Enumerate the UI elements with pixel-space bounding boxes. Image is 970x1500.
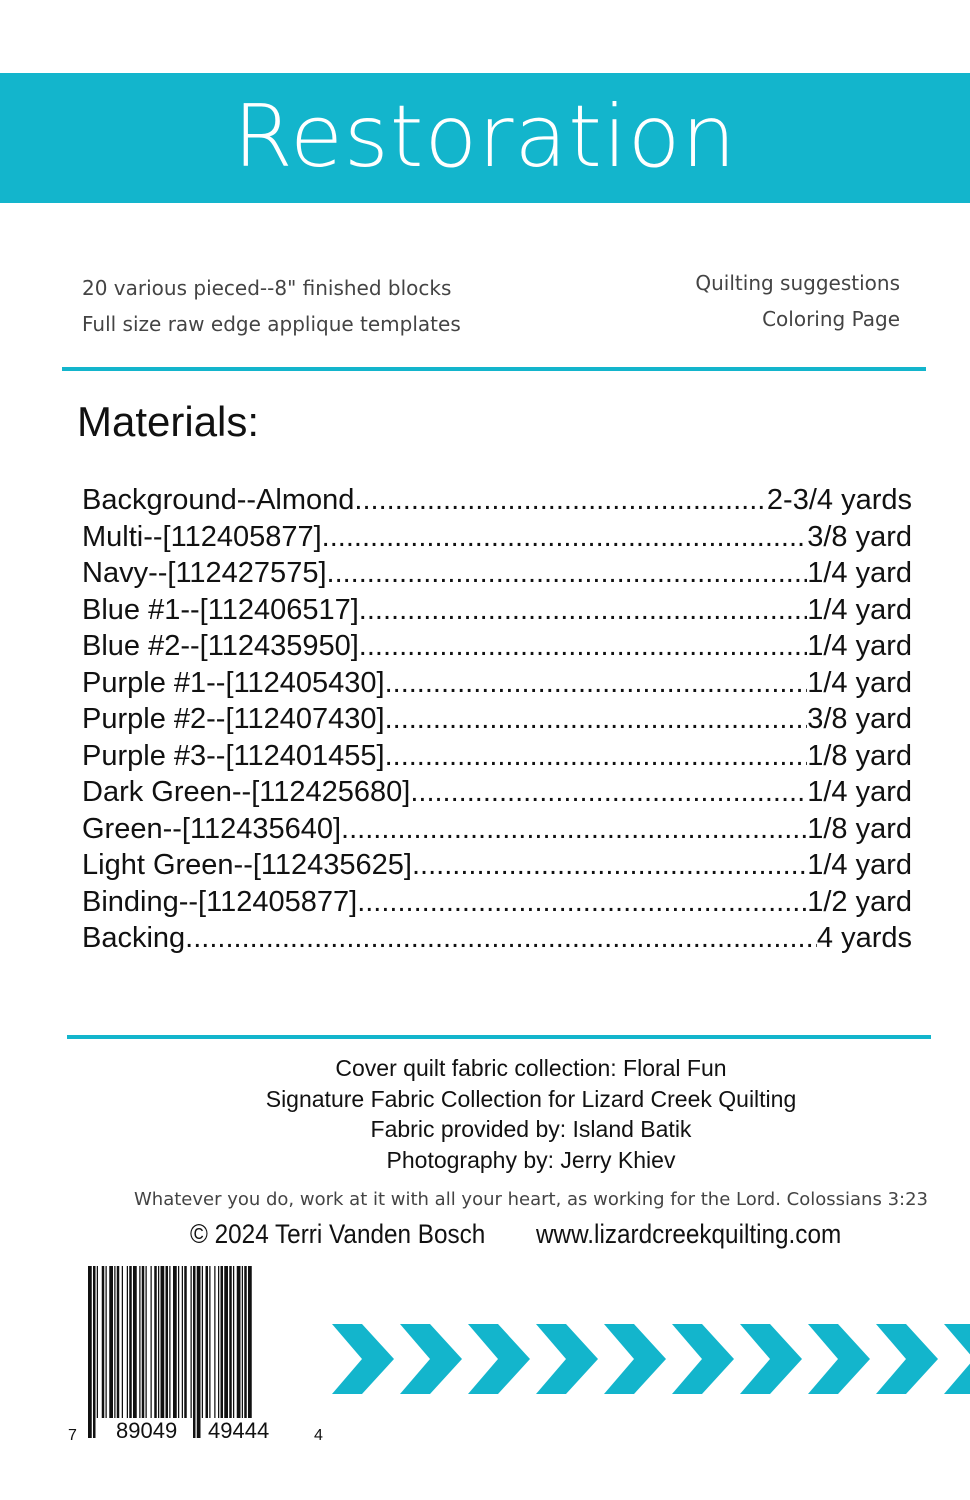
barcode xyxy=(64,1262,328,1448)
barcode-bar xyxy=(182,1266,183,1418)
material-name: Green--[112435640] xyxy=(82,812,342,845)
material-row xyxy=(82,628,912,665)
barcode-bar xyxy=(209,1266,210,1418)
material-amount: 2-3/4 yards xyxy=(766,484,912,516)
barcode-bar xyxy=(237,1266,241,1418)
chevron-right-icon xyxy=(332,1324,394,1394)
material-row xyxy=(82,555,912,592)
dot-leader xyxy=(322,519,808,556)
barcode-bar xyxy=(218,1266,219,1418)
barcode-bar xyxy=(161,1266,165,1418)
chevron-right-icon xyxy=(672,1324,734,1394)
material-name: Background--Almond xyxy=(82,484,355,516)
material-row xyxy=(82,482,912,519)
barcode-bar xyxy=(142,1266,145,1418)
dot-leader xyxy=(412,847,807,884)
material-amount: 3/8 yard xyxy=(807,703,912,735)
chevron-right-icon xyxy=(740,1324,802,1394)
barcode-bar xyxy=(127,1266,128,1418)
chevron-arrows xyxy=(330,1322,970,1396)
chevron-right-icon xyxy=(604,1324,666,1394)
credit-signature: Signature Fabric Collection for Lizard Creek Quilting xyxy=(265,1085,797,1112)
material-row xyxy=(82,884,912,921)
barcode-bar xyxy=(197,1266,201,1438)
materials-list xyxy=(82,482,912,957)
barcode-bar xyxy=(122,1266,123,1418)
material-name: Blue #2--[112435950] xyxy=(82,630,359,662)
barcode-bar xyxy=(146,1266,147,1418)
barcode-bar xyxy=(133,1266,137,1418)
barcode-bar xyxy=(191,1266,192,1418)
material-amount: 1/4 yard xyxy=(807,776,912,808)
chevron-right-icon xyxy=(400,1324,462,1394)
barcode-bar xyxy=(106,1266,107,1418)
material-name: Multi--[112405877] xyxy=(82,520,322,553)
barcode-bar xyxy=(88,1266,92,1438)
material-row xyxy=(82,811,912,848)
dot-leader xyxy=(354,482,767,519)
material-amount: 1/8 yard xyxy=(807,739,912,772)
material-amount: 4 yards xyxy=(816,922,912,954)
material-row xyxy=(82,774,912,811)
material-amount: 1/8 yard xyxy=(807,812,912,845)
material-amount: 1/2 yard xyxy=(807,885,912,918)
title-banner xyxy=(0,73,970,203)
barcode-bar xyxy=(202,1266,203,1418)
barcode-left-digits: 89049 xyxy=(116,1418,178,1443)
chevron-right-icon xyxy=(808,1324,870,1394)
material-name: Purple #3--[112401455] xyxy=(82,739,385,772)
dot-leader xyxy=(385,738,808,775)
material-name: Binding--[112405877] xyxy=(82,885,358,918)
barcode-lead-digit: 7 xyxy=(68,1427,77,1444)
chevron-right-icon xyxy=(944,1324,970,1394)
chevron-right-icon xyxy=(536,1324,598,1394)
bible-verse: Whatever you do, work at it with all your heart, as working for the Lord. Colossians 3:23 xyxy=(133,1189,928,1210)
material-row xyxy=(82,701,912,738)
material-amount: 1/4 yard xyxy=(807,666,912,699)
material-name: Purple #2--[112407430] xyxy=(82,703,385,735)
barcode-bar xyxy=(114,1266,115,1418)
website-link[interactable]: www.lizardcreekquilting.com xyxy=(536,1219,842,1249)
feature-quilting: Quilting suggestions xyxy=(695,271,900,295)
material-amount: 3/8 yard xyxy=(807,520,912,553)
barcode-bar xyxy=(248,1266,252,1418)
dot-leader xyxy=(357,884,807,921)
barcode-right-digits: 49444 xyxy=(208,1418,270,1443)
dot-leader xyxy=(359,628,807,665)
material-row xyxy=(82,738,912,775)
material-row xyxy=(82,920,912,957)
copyright: © 2024 Terri Vanden Bosch xyxy=(190,1219,486,1249)
material-name: Dark Green--[112425680] xyxy=(82,776,411,808)
credit-fabric: Fabric provided by: Island Batik xyxy=(370,1116,692,1142)
material-name: Blue #1--[112406517] xyxy=(82,593,359,626)
page-title: Restoration xyxy=(233,87,737,187)
barcode-bar xyxy=(221,1266,224,1418)
dot-leader xyxy=(185,920,817,957)
material-name: Light Green--[112435625] xyxy=(82,849,412,881)
barcode-bar xyxy=(214,1266,215,1418)
barcode-bar xyxy=(206,1266,209,1418)
materials-heading: Materials: xyxy=(77,398,260,445)
barcode-bar xyxy=(129,1266,132,1418)
barcode-bar xyxy=(193,1266,196,1438)
barcode-bar xyxy=(166,1266,169,1418)
dot-leader xyxy=(410,774,807,811)
material-row xyxy=(82,519,912,556)
barcode-bar xyxy=(151,1266,152,1418)
barcode-bar xyxy=(178,1266,179,1418)
barcode-bar xyxy=(93,1266,96,1438)
barcode-bars xyxy=(88,1266,252,1438)
barcode-bar xyxy=(158,1266,159,1418)
barcode-bar xyxy=(117,1266,120,1418)
barcode-bar xyxy=(244,1266,247,1418)
credit-collection: Cover quilt fabric collection: Floral Fun xyxy=(335,1055,727,1081)
material-amount: 1/4 yard xyxy=(807,557,912,589)
material-row xyxy=(82,665,912,702)
barcode-bar xyxy=(139,1266,140,1418)
barcode-bar xyxy=(97,1266,98,1418)
feature-blocks: 20 various pieced--8" finished blocks xyxy=(82,276,452,300)
dot-leader xyxy=(359,592,807,629)
dot-leader xyxy=(385,665,808,702)
feature-templates: Full size raw edge applique templates xyxy=(82,312,461,336)
barcode-bar xyxy=(173,1266,177,1418)
credit-photography: Photography by: Jerry Khiev xyxy=(386,1146,676,1173)
dot-leader xyxy=(385,701,808,738)
material-row xyxy=(82,592,912,629)
material-row xyxy=(82,847,912,884)
credits xyxy=(0,1053,970,1175)
feature-coloring: Coloring Page xyxy=(762,307,900,331)
barcode-bar xyxy=(233,1266,234,1418)
barcode-bar xyxy=(154,1266,157,1418)
material-amount: 1/4 yard xyxy=(807,630,912,662)
divider-bottom xyxy=(67,1035,931,1039)
material-amount: 1/4 yard xyxy=(807,593,912,626)
barcode-bar xyxy=(102,1266,105,1418)
divider-top xyxy=(62,367,926,371)
barcode-check-digit: 4 xyxy=(314,1427,323,1444)
dot-leader xyxy=(327,555,808,592)
barcode-bar xyxy=(224,1266,228,1418)
barcode-bar xyxy=(169,1266,170,1418)
material-name: Purple #1--[112405430] xyxy=(82,666,385,699)
chevron-right-icon xyxy=(876,1324,938,1394)
dot-leader xyxy=(341,811,807,848)
material-name: Backing xyxy=(82,922,186,954)
barcode-bar xyxy=(242,1266,243,1418)
material-name: Navy--[112427575] xyxy=(82,557,327,589)
barcode-bar xyxy=(229,1266,232,1418)
barcode-bar xyxy=(109,1266,113,1418)
chevron-right-icon xyxy=(468,1324,530,1394)
material-amount: 1/4 yard xyxy=(807,849,912,881)
barcode-bar xyxy=(184,1266,187,1418)
